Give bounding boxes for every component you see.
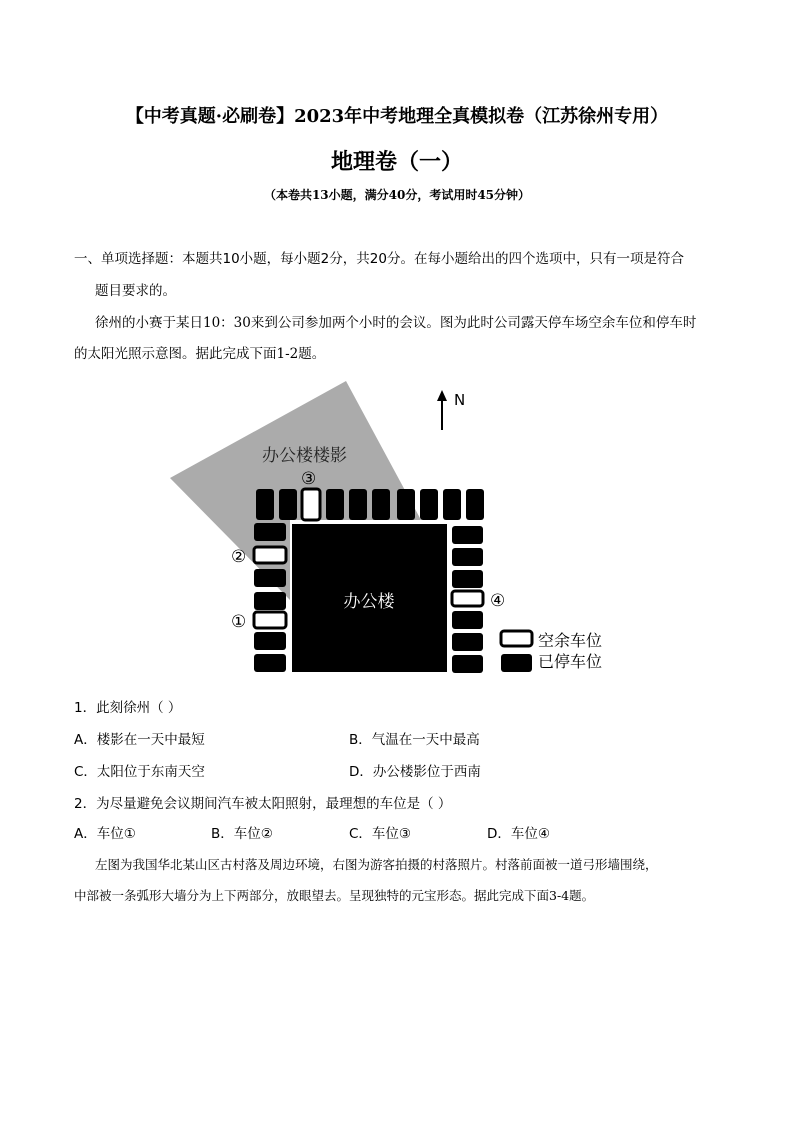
legend-parked-label: 已停车位 (538, 652, 603, 671)
parked-spot (254, 592, 286, 610)
shadow-label: 办公楼楼影 (262, 446, 347, 466)
parked-spot (349, 489, 367, 520)
parking-lot-diagram (0, 370, 794, 680)
passage-line2: 的太阳光照示意图。据此完成下面1-2题。 (74, 346, 326, 362)
empty-spot-3 (302, 489, 320, 520)
section-intro-line2: 题目要求的。 (95, 283, 176, 299)
legend-empty-swatch (501, 631, 532, 646)
north-label: N (454, 391, 466, 409)
question-2-stem: 2．为尽量避免会议期间汽车被太阳照射，最理想的车位是（ ） (74, 796, 452, 812)
parked-spot (452, 548, 483, 566)
parked-spot (254, 523, 286, 541)
parked-spot (254, 632, 286, 650)
parked-spot (420, 489, 438, 520)
empty-spot-2 (254, 547, 286, 563)
parked-spot (452, 570, 483, 588)
question-1-option-a: A．楼影在一天中最短 (74, 732, 205, 748)
section-intro-line1: 一、单项选择题：本题共10小题，每小题2分，共20分。在每小题给出的四个选项中，只有一项是符合 (74, 251, 684, 267)
passage2-line1: 左图为我国华北某山区古村落及周边环境，右图为游客拍摄的村落照片。村落前面被一道弓形墙围绕， (95, 857, 658, 872)
passage-line1: 徐州的小赛于某日10：30来到公司参加两个小时的会议。图为此时公司露天停车场空余车位和停车时 (95, 315, 697, 331)
question-2-option-a: A．车位① (74, 826, 136, 842)
passage2-line2: 中部被一条弧形大墙分为上下两部分，放眼望去。呈现独特的元宝形态。据此完成下面3-4题。 (74, 888, 595, 903)
paper-subtitle: 地理卷（一） (330, 149, 463, 175)
parked-spot (452, 655, 483, 673)
north-arrow-icon (437, 390, 447, 430)
parked-spot (326, 489, 344, 520)
question-2-option-d: D．车位④ (487, 826, 550, 842)
question-1-option-d: D．办公楼影位于西南 (349, 764, 481, 780)
question-2-option-b: B．车位② (211, 826, 273, 842)
parked-spot (254, 569, 286, 587)
empty-spot-4 (452, 591, 483, 606)
exam-note: （本卷共13小题，满分40分，考试用时45分钟） (263, 188, 531, 202)
exam-title: 【中考真题·必刷卷】2023年中考地理全真模拟卷（江苏徐州专用） (125, 106, 669, 127)
parked-spot (397, 489, 415, 520)
right-parking-column (452, 526, 483, 673)
question-1-stem: 1．此刻徐州（ ） (74, 700, 182, 716)
legend-parked-swatch (501, 654, 532, 672)
marker-4: ④ (490, 591, 506, 611)
question-1-option-b: B．气温在一天中最高 (349, 732, 480, 748)
marker-1: ① (231, 612, 247, 632)
parked-spot (256, 489, 274, 520)
building-label: 办公楼 (343, 592, 395, 612)
marker-2: ② (231, 547, 247, 567)
marker-3: ③ (301, 469, 317, 489)
parked-spot (254, 654, 286, 672)
parked-spot (452, 611, 483, 629)
parked-spot (452, 526, 483, 544)
question-2-option-c: C．车位③ (349, 826, 412, 842)
empty-spot-1 (254, 612, 286, 628)
question-1-option-c: C．太阳位于东南天空 (74, 764, 205, 780)
parked-spot (443, 489, 461, 520)
parked-spot (279, 489, 297, 520)
parked-spot (372, 489, 390, 520)
legend (501, 631, 602, 672)
legend-empty-label: 空余车位 (538, 631, 603, 650)
parked-spot (466, 489, 484, 520)
parked-spot (452, 633, 483, 651)
